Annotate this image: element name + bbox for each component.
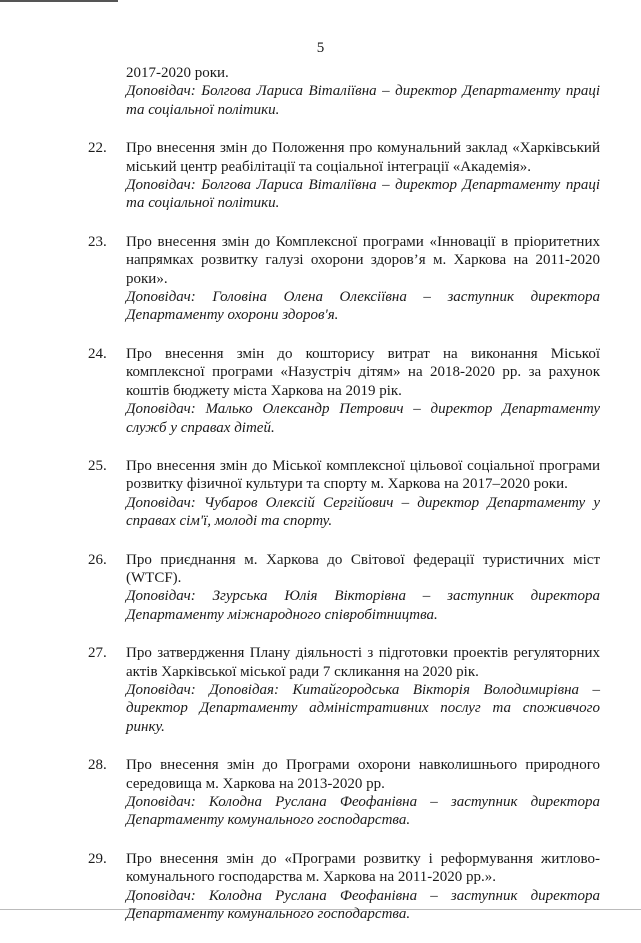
item-title: Про внесення змін до Комплексної програми «Інновації в пріоритетних напрямках розвитку галузі охорони здоров’я м. Харкова на 2011-2020 роки». (126, 233, 600, 287)
item-number: 24. (88, 345, 107, 362)
continued-item (88, 64, 600, 119)
item-speaker: Доповідач: Болгова Лариса Віталіївна – директор Департаменту праці та соціальної політики. (126, 177, 600, 212)
item-title: Про внесення змін до кошторису витрат на виконання Міської комплексної програми «Назустріч дітям» на 2018-2020 рр. за рахунок коштів бюджету міста Харкова на 2019 рік. (126, 345, 600, 399)
agenda-list (88, 64, 600, 943)
item-number: 29. (88, 850, 107, 867)
agenda-item-28 (88, 756, 600, 830)
continued-item-text: 2017-2020 роки. (126, 65, 229, 81)
item-number: 23. (88, 233, 107, 250)
item-speaker: Доповідач: Чубаров Олексій Сергійович – директор Департаменту у справах сім'ї, молоді та спорту. (126, 494, 600, 530)
item-title: Про внесення змін до «Програми розвитку і реформування житлово-комунального господарства м. Харкова на 2011-2020 рр.». (126, 850, 600, 886)
item-number: 28. (88, 757, 107, 774)
agenda-item-29 (88, 850, 600, 924)
item-speaker: Доповідач: Колодна Руслана Феофанівна – заступник директора Департаменту комунального господарства. (126, 794, 600, 829)
item-number: 25. (88, 457, 107, 474)
agenda-item-27 (88, 644, 600, 736)
continued-item-speaker: Доповідач: Болгова Лариса Віталіївна – директор Департаменту праці та соціальної політики. (126, 83, 600, 118)
item-title: Про приєднання м. Харкова до Світової федерації туристичних міст (WTCF). (126, 551, 600, 586)
item-number: 22. (88, 140, 107, 157)
item-speaker: Доповідач: Доповідая: Китайгородська Вікторія Володимирівна – директор Департаменту адміністративних послуг та споживчого ринку. (126, 681, 600, 735)
item-title: Про внесення змін до Міської комплексної цільової соціальної програми розвитку фізичної культури та спорту м. Харкова на 2017–2020 роки. (126, 457, 600, 493)
item-title: Про затвердження Плану діяльності з підготовки проектів регуляторних актів Харківської міської ради 7 скликання на 2020 рік. (126, 645, 600, 680)
item-speaker: Доповідач: Колодна Руслана Феофанівна – заступник директора Департаменту комунального господарства. (126, 887, 600, 923)
item-speaker: Доповідач: Згурська Юлія Вікторівна – заступник директора Департаменту міжнародного співробітництва. (126, 588, 600, 623)
agenda-item-24 (88, 345, 600, 437)
page-number: 5 (316, 40, 325, 56)
agenda-item-25 (88, 457, 600, 531)
agenda-item-22 (88, 139, 600, 213)
scan-edge-mark (0, 0, 118, 2)
item-speaker: Доповідач: Малько Олександр Петрович – директор Департаменту служб у справах дітей. (126, 401, 600, 436)
item-title: Про внесення змін до Положення про комунальний заклад «Харківський міський центр реабілітації та соціальної інтеграції «Академія». (126, 140, 600, 175)
item-speaker: Доповідач: Головіна Олена Олексіївна – заступник директора Департаменту охорони здоров'я. (126, 289, 600, 324)
item-title: Про внесення змін до Програми охорони навколишнього природного середовища м. Харкова на 2013-2020 рр. (126, 757, 600, 792)
item-number: 27. (88, 645, 107, 662)
agenda-item-23 (88, 233, 600, 325)
agenda-item-26 (88, 551, 600, 625)
item-number: 26. (88, 551, 107, 568)
